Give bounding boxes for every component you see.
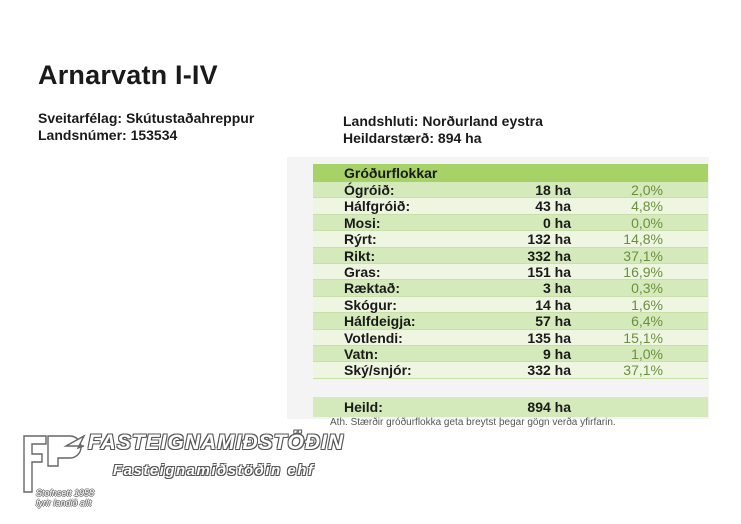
row-hectares: 9 ha xyxy=(542,345,571,362)
row-name: Vatn: xyxy=(344,345,379,362)
row-name: Hálfdeigja: xyxy=(344,313,416,330)
page-title: Arnarvatn I-IV xyxy=(38,60,218,90)
row-percent: 15,1% xyxy=(623,329,663,346)
row-name: Ræktað: xyxy=(344,280,401,297)
municipality-line xyxy=(38,110,254,127)
land-number-value: 153534 xyxy=(130,127,178,143)
row-name: Gras: xyxy=(344,263,381,280)
total-size-value: 894 ha xyxy=(437,130,482,146)
table-row xyxy=(313,231,708,247)
table-row xyxy=(313,297,708,313)
municipality-label: Sveitarfélag: xyxy=(38,110,123,126)
region-line xyxy=(343,113,543,130)
row-hectares: 3 ha xyxy=(542,280,571,297)
tagline-line-2: fyrir landið allt xyxy=(36,498,92,508)
table-row xyxy=(313,198,708,214)
table-row xyxy=(313,313,708,329)
row-percent: 0,0% xyxy=(631,214,663,231)
row-percent: 2,0% xyxy=(631,182,663,198)
row-hectares: 332 ha xyxy=(527,362,571,379)
table-total-row xyxy=(313,397,708,417)
total-label: Heild: xyxy=(344,398,383,415)
brand-tagline xyxy=(36,488,94,508)
row-percent: 37,1% xyxy=(623,362,663,379)
row-hectares: 14 ha xyxy=(535,296,571,313)
table-header: Gróðurflokkar xyxy=(313,164,708,182)
total-value: 894 ha xyxy=(527,398,571,415)
row-hectares: 43 ha xyxy=(535,198,571,215)
table-row xyxy=(313,182,708,198)
region-info xyxy=(343,113,543,147)
table-note: Ath. Stærðir gróðurflokka geta breytst þegar gögn verða yfirfarin. xyxy=(330,417,616,428)
row-percent: 4,8% xyxy=(631,198,663,215)
row-name: Votlendi: xyxy=(344,329,403,346)
row-name: Mosi: xyxy=(344,214,381,231)
region-value: Norðurland eystra xyxy=(422,113,543,129)
row-hectares: 132 ha xyxy=(527,231,571,248)
row-percent: 6,4% xyxy=(631,313,663,330)
row-percent: 37,1% xyxy=(623,247,663,264)
row-name: Rýrt: xyxy=(344,231,377,248)
total-size-line xyxy=(343,130,543,147)
region-label: Landshluti: xyxy=(343,113,419,129)
table-body xyxy=(313,182,708,379)
row-percent: 0,3% xyxy=(631,280,663,297)
row-name: Ský/snjór: xyxy=(344,362,412,379)
row-hectares: 0 ha xyxy=(542,214,571,231)
brand-subtitle: Fasteignamiðstöðin ehf xyxy=(113,462,315,479)
brand-name: FASTEIGNAMIÐSTÖÐIN xyxy=(88,431,345,454)
row-hectares: 57 ha xyxy=(535,313,571,330)
table-row xyxy=(313,215,708,231)
row-hectares: 18 ha xyxy=(535,182,571,198)
municipality-value: Skútustaðahreppur xyxy=(125,110,255,126)
row-percent: 1,6% xyxy=(631,296,663,313)
table-spacer xyxy=(313,379,708,397)
property-info xyxy=(38,110,254,144)
table-row xyxy=(313,264,708,280)
table-row xyxy=(313,346,708,362)
row-hectares: 135 ha xyxy=(527,329,571,346)
table-row xyxy=(313,362,708,378)
land-number-line xyxy=(38,127,254,144)
table-row xyxy=(313,330,708,346)
row-name: Skógur: xyxy=(344,296,397,313)
land-number-label: Landsnúmer: xyxy=(38,127,127,143)
row-percent: 14,8% xyxy=(623,231,663,248)
table-row xyxy=(313,248,708,264)
vegetation-table xyxy=(313,164,708,417)
total-size-label: Heildarstærð: xyxy=(343,130,435,146)
row-hectares: 332 ha xyxy=(527,247,571,264)
row-percent: 1,0% xyxy=(631,345,663,362)
row-name: Hálfgróið: xyxy=(344,198,411,215)
tagline-line-1: Stofnsett 1958 xyxy=(36,488,95,498)
row-name: Ógróið: xyxy=(344,182,395,198)
row-name: Rikt: xyxy=(344,247,376,264)
table-row xyxy=(313,280,708,296)
row-percent: 16,9% xyxy=(623,263,663,280)
row-hectares: 151 ha xyxy=(527,263,571,280)
